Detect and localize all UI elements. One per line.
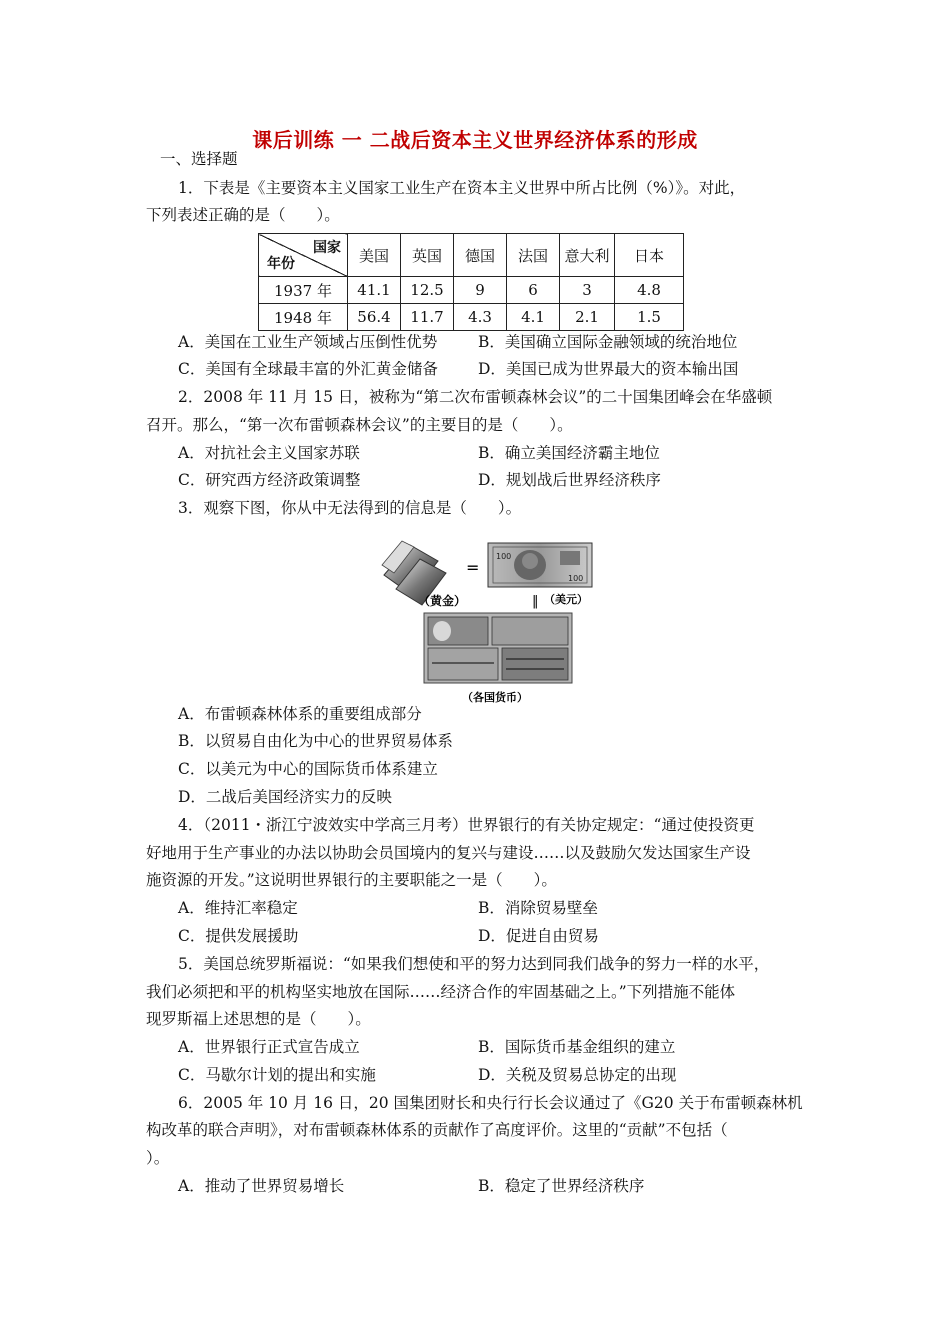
table-header-italy: 意大利 [560, 234, 615, 277]
table-cell: 11.7 [401, 304, 454, 331]
q2-option-a: A．对抗社会主义国家苏联 [178, 444, 360, 462]
q3-option-c: C．以美元为中心的国际货币体系建立 [178, 760, 438, 778]
q4-stem-line-3: 施资源的开发。”这说明世界银行的主要职能之一是（ ）。 [146, 871, 557, 889]
q1-stem-line-1: 1．下表是《主要资本主义国家工业生产在资本主义世界中所占比例（%）》。对此， [178, 179, 746, 197]
q2-stem-line-1: 2．2008 年 11 月 15 日，被称为“第二次布雷顿森林会议”的二十国集团峰会在华盛顿 [178, 388, 773, 406]
q1-option-d: D．美国已成为世界最大的资本输出国 [478, 360, 739, 378]
q6-stem-line-3: ）。 [146, 1149, 170, 1167]
table-row-year: 1948 年 [259, 304, 348, 331]
table-header-japan: 日本 [615, 234, 684, 277]
q4-stem-line-2: 好地用于生产事业的办法以协助会员国境内的复兴与建设……以及鼓励欠发达国家生产设 [146, 844, 751, 862]
q6-stem-line-2: 构改革的联合声明》，对布雷顿森林体系的贡献作了高度评价。这里的“贡献”不包括（ [146, 1121, 728, 1139]
table-header-uk: 英国 [401, 234, 454, 277]
q2-option-c: C．研究西方经济政策调整 [178, 471, 361, 489]
dollar-label: （美元） [544, 593, 588, 606]
gold-label: （黄金） [418, 594, 467, 608]
q4-option-c: C．提供发展援助 [178, 927, 299, 945]
q2-stem-line-2: 召开。那么，“第一次布雷顿森林会议”的主要目的是（ ）。 [146, 416, 573, 434]
table-cell: 56.4 [348, 304, 401, 331]
table-header-usa: 美国 [348, 234, 401, 277]
q2-option-d: D．规划战后世界经济秩序 [478, 471, 661, 489]
table-header-france: 法国 [507, 234, 560, 277]
q1-option-b: B．美国确立国际金融领域的统治地位 [478, 333, 738, 351]
table-cell: 2.1 [560, 304, 615, 331]
bretton-woods-figure [380, 535, 600, 707]
q3-option-a: A．布雷顿森林体系的重要组成部分 [178, 705, 422, 723]
q3-option-b: B．以贸易自由化为中心的世界贸易体系 [178, 732, 453, 750]
table-cell: 12.5 [401, 277, 454, 304]
table-header-germany: 德国 [454, 234, 507, 277]
q4-option-a: A．维持汇率稳定 [178, 899, 298, 917]
q1-option-a: A．美国在工业生产领域占压倒性优势 [178, 333, 438, 351]
currency-illustration [380, 535, 600, 707]
q1-data-table [258, 233, 684, 331]
table-cell: 4.3 [454, 304, 507, 331]
q5-stem-line-2: 我们必须把和平的机构坚实地放在国际……经济合作的牢固基础之上。”下列措施不能体 [146, 983, 736, 1001]
q5-stem-line-3: 现罗斯福上述思想的是（ ）。 [146, 1010, 371, 1028]
table-cell: 6 [507, 277, 560, 304]
table-corner-cell [259, 234, 348, 277]
svg-text:100: 100 [568, 574, 584, 583]
table-cell: 3 [560, 277, 615, 304]
table-row [259, 277, 684, 304]
table-corner-column-label: 国家 [313, 240, 341, 256]
table-corner-row-label: 年份 [267, 256, 295, 272]
table-cell: 4.1 [507, 304, 560, 331]
table-row [259, 304, 684, 331]
q5-stem-line-1: 5．美国总统罗斯福说：“如果我们想使和平的努力达到同我们战争的努力一样的水平， [178, 955, 770, 973]
dollar-bill-icon [488, 543, 592, 587]
q4-option-b: B．消除贸易壁垒 [478, 899, 598, 917]
table-cell: 4.8 [615, 277, 684, 304]
q6-option-b: B．稳定了世界经济秩序 [478, 1177, 645, 1195]
table-cell: 1.5 [615, 304, 684, 331]
table-cell: 9 [454, 277, 507, 304]
svg-text:100: 100 [496, 552, 512, 561]
q5-option-d: D．关税及贸易总协定的出现 [478, 1066, 677, 1084]
q4-stem-line-1: 4．（2011・浙江宁波效实中学高三月考）世界银行的有关协定规定：“通过使投资更 [178, 816, 755, 834]
q1-stem-line-2: 下列表述正确的是（ ）。 [146, 206, 340, 224]
q3-option-d: D．二战后美国经济实力的反映 [178, 788, 392, 806]
q5-option-b: B．国际货币基金组织的建立 [478, 1038, 676, 1056]
section-heading: 一、选择题 [160, 150, 238, 168]
equals-sign: = [466, 558, 480, 577]
page-title: 课后训练 一 二战后资本主义世界经济体系的形成 [252, 128, 698, 152]
q5-option-c: C．马歇尔计划的提出和实施 [178, 1066, 376, 1084]
q6-stem-line-1: 6．2005 年 10 月 16 日，20 国集团财长和央行行长会议通过了《G20 关于布雷顿森林机 [178, 1094, 803, 1112]
table-cell: 41.1 [348, 277, 401, 304]
q1-option-c: C．美国有全球最丰富的外汇黄金储备 [178, 360, 438, 378]
currencies-label: （各国货币） [462, 691, 528, 704]
table-row-year: 1937 年 [259, 277, 348, 304]
q5-option-a: A．世界银行正式宣告成立 [178, 1038, 360, 1056]
world-currencies-icon [424, 613, 572, 683]
q6-option-a: A．推动了世界贸易增长 [178, 1177, 345, 1195]
q4-option-d: D．促进自由贸易 [478, 927, 599, 945]
q3-stem-line-1: 3．观察下图，你从中无法得到的信息是（ ）。 [178, 499, 522, 517]
parallel-sign: ‖ [532, 594, 539, 609]
q2-option-b: B．确立美国经济霸主地位 [478, 444, 660, 462]
